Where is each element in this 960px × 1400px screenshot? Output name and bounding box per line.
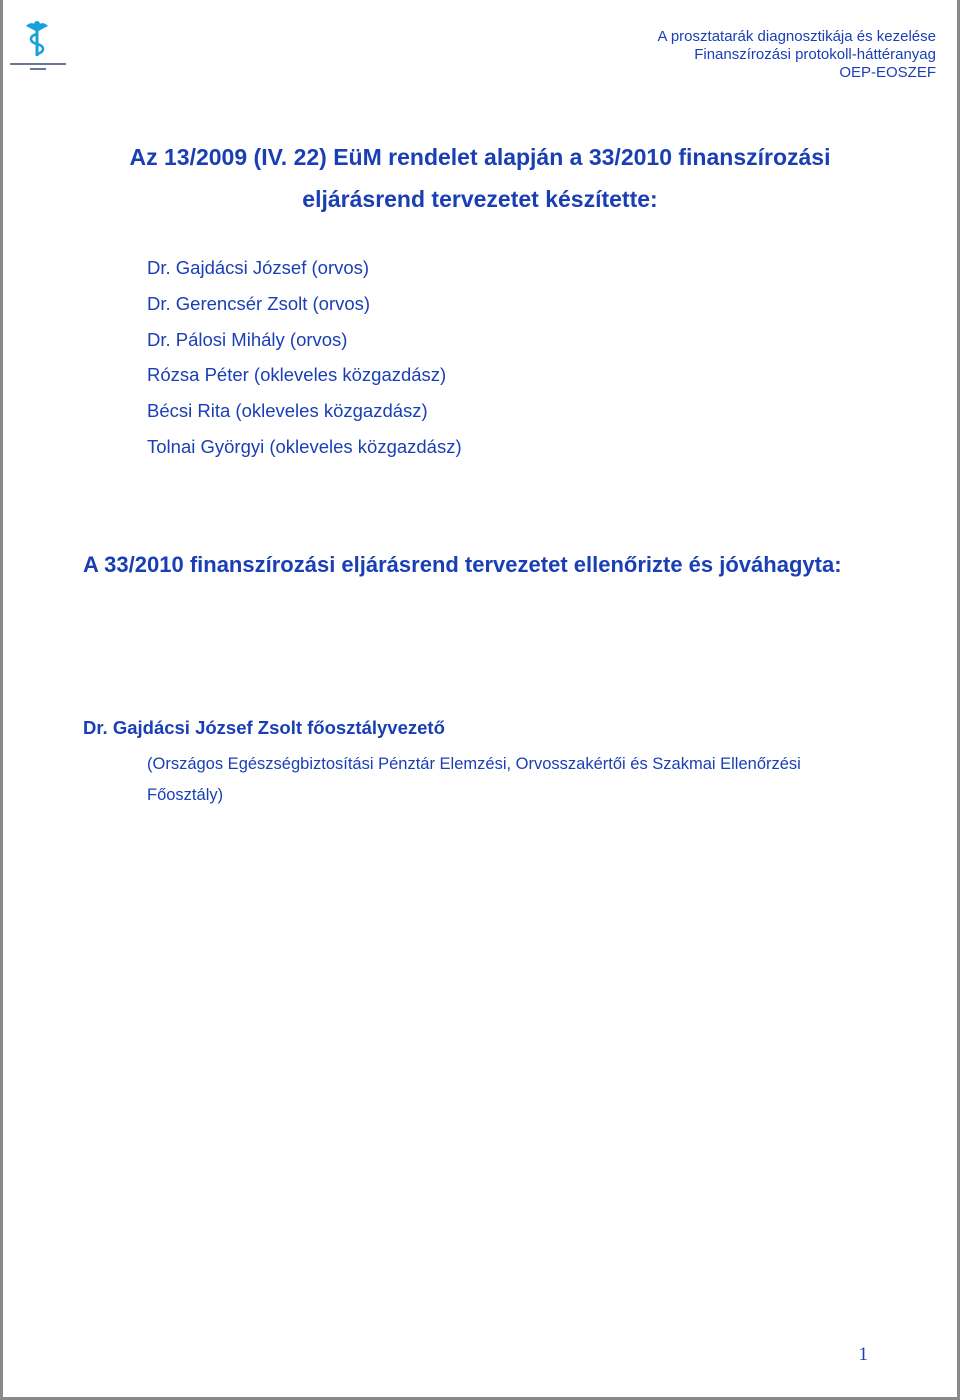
caduceus-figure-icon: [6, 18, 70, 62]
page-number: 1: [858, 1344, 868, 1365]
approver-name: Dr. Gajdácsi József Zsolt főosztályvezető: [83, 717, 445, 738]
logo-text: [6, 62, 70, 74]
running-header: [658, 28, 937, 82]
author-item: Dr. Gajdácsi József (orvos): [147, 257, 370, 278]
author-item: Dr. Pálosi Mihály (orvos): [147, 328, 348, 350]
logo: [6, 18, 70, 78]
header-org: OEP-EOSZEF: [839, 64, 936, 81]
approver-organization: (Országos Egészségbiztosítási Pénztár Elemzési, Orvosszakértői és Szakmai Ellenőrzési Főosztály): [147, 755, 801, 804]
author-list: [147, 250, 462, 465]
author-item: Dr. Gerencsér Zsolt (orvos): [147, 292, 371, 314]
author-item: Bécsi Rita (okleveles közgazdász): [147, 400, 428, 422]
author-item: Tolnai Györgyi (okleveles közgazdász): [147, 435, 462, 457]
prepared-by-heading: Az 13/2009 (IV. 22) EüM rendelet alapján a 33/2010 finanszírozási eljárásrend tervezetet készítette:: [129, 144, 831, 212]
approved-by-heading: A 33/2010 finanszírozási eljárásrend tervezetet ellenőrizte és jóváhagyta:: [83, 552, 842, 577]
header-title: A prosztatarák diagnosztikája és kezelése: [657, 28, 936, 45]
author-item: Rózsa Péter (okleveles közgazdász): [147, 364, 447, 386]
header-subtitle: Finanszírozási protokoll-háttéranyag: [694, 46, 936, 63]
